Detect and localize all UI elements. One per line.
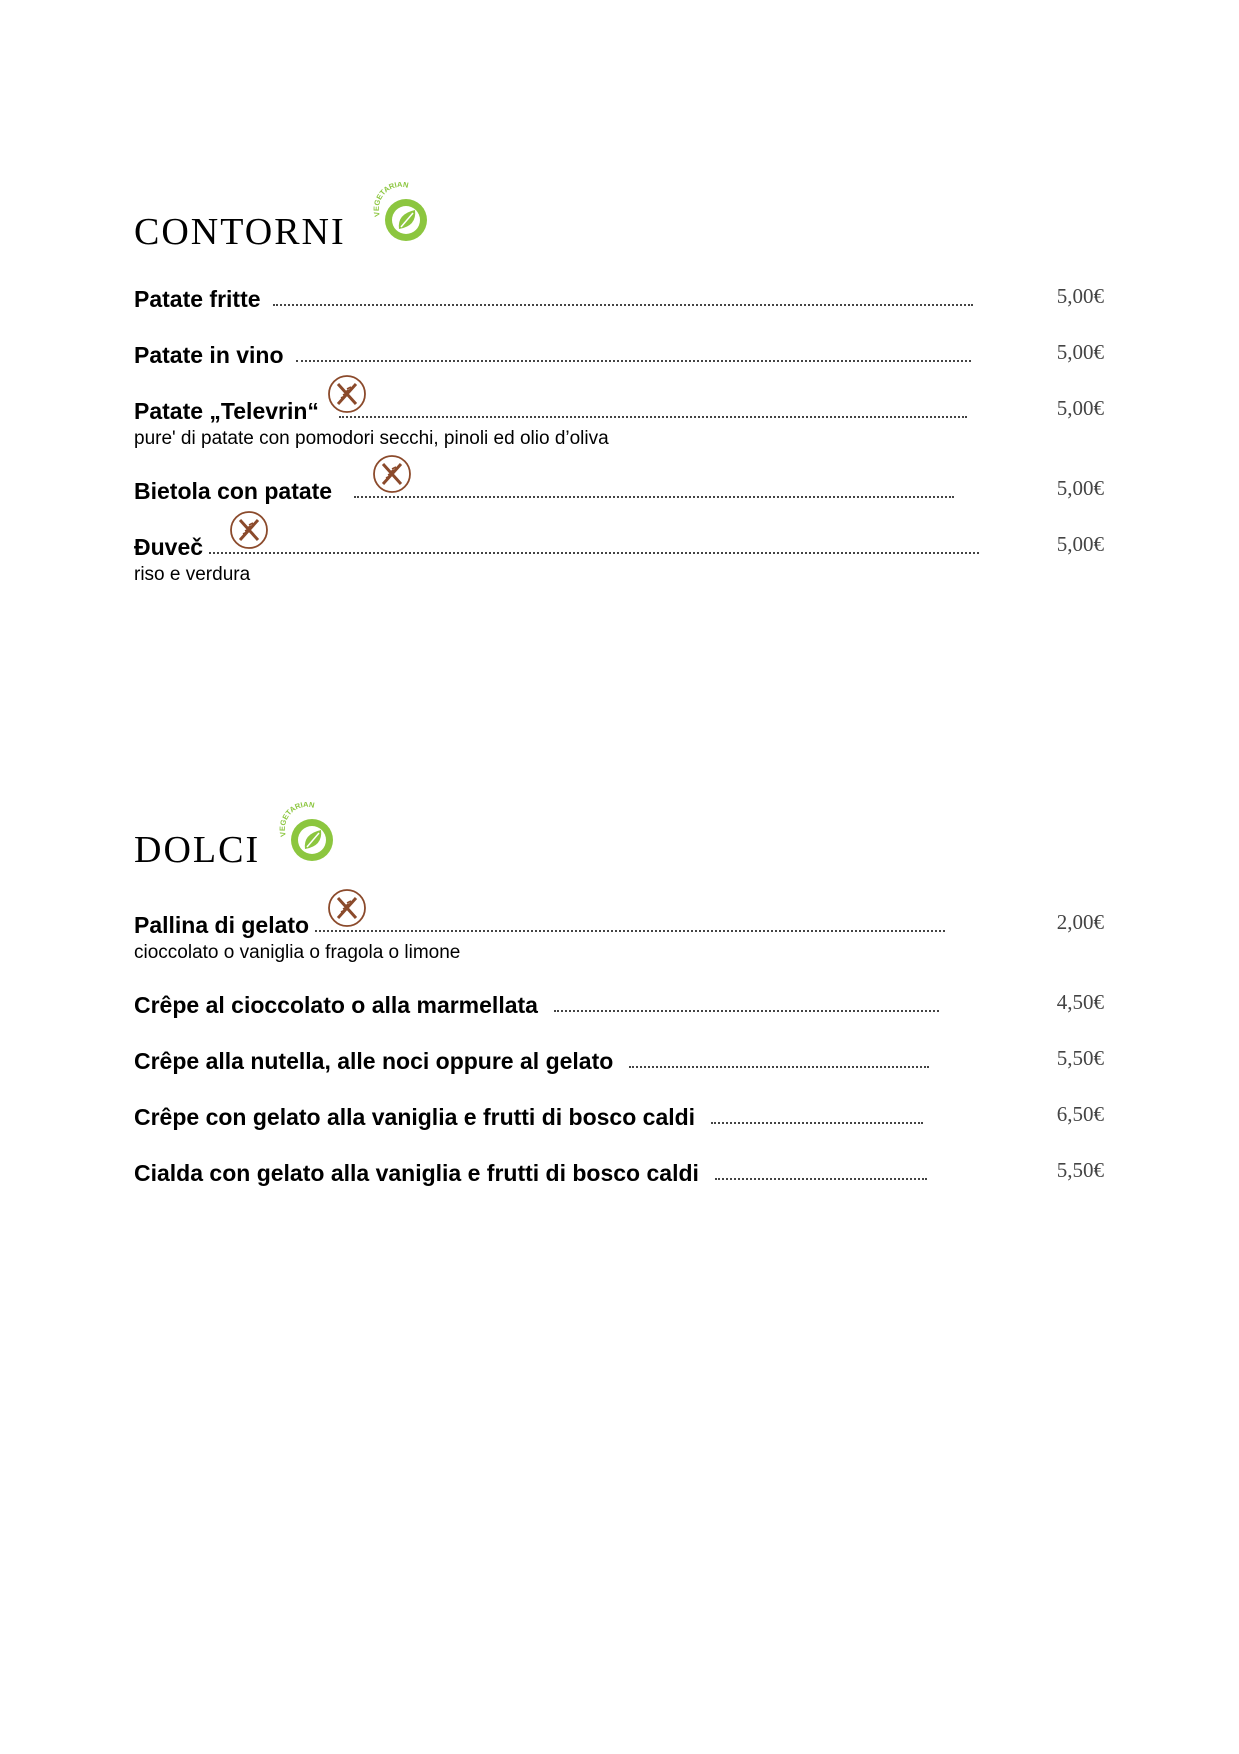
menu-item <box>134 338 1104 368</box>
dot-leader <box>715 1178 927 1180</box>
item-name: Patate fritte <box>134 286 261 312</box>
item-price: 6,50€ <box>1056 1102 1104 1126</box>
dot-leader <box>554 1010 939 1012</box>
section-title: DOLCI <box>134 829 261 871</box>
item-name: Crêpe al cioccolato o alla marmellata <box>134 992 538 1018</box>
section-header <box>134 182 1104 260</box>
section-title: CONTORNI <box>134 211 346 253</box>
dot-leader <box>273 304 973 306</box>
menu-item <box>134 1156 1104 1186</box>
dot-leader <box>209 552 979 554</box>
item-price: 4,50€ <box>1056 990 1104 1014</box>
item-name: Đuveč <box>134 534 204 560</box>
item-name: Patate „Televrin“ <box>134 398 319 424</box>
item-price: 5,50€ <box>1056 1046 1104 1070</box>
menu-item <box>134 1100 1104 1130</box>
item-price: 5,00€ <box>1056 476 1104 500</box>
item-description: pure' di patate con pomodori secchi, pinoli ed olio d’oliva <box>134 428 609 449</box>
item-price: 5,00€ <box>1056 532 1104 556</box>
item-price: 5,50€ <box>1056 1158 1104 1182</box>
menu-item <box>134 988 1104 1018</box>
item-price: 5,00€ <box>1056 396 1104 420</box>
gluten-free-icon <box>372 454 412 494</box>
menu-item <box>134 1044 1104 1074</box>
section-dolci <box>134 802 1104 1186</box>
gluten-free-icon <box>327 374 367 414</box>
dot-leader <box>711 1122 923 1124</box>
item-price: 5,00€ <box>1056 284 1104 308</box>
badge-text: VEGETARIAN <box>371 182 410 218</box>
vegetarian-leaf-icon <box>276 802 338 864</box>
section-header <box>134 802 1104 878</box>
dot-leader <box>296 360 971 362</box>
dot-leader <box>339 416 967 418</box>
menu-item <box>134 394 1104 450</box>
item-name: Patate in vino <box>134 342 284 368</box>
menu-item <box>134 908 1104 964</box>
dot-leader <box>629 1066 929 1068</box>
menu-item <box>134 530 1104 586</box>
vegetarian-leaf-icon <box>370 182 432 244</box>
dot-leader <box>354 496 954 498</box>
item-name: Crêpe con gelato alla vaniglia e frutti di bosco caldi <box>134 1104 696 1130</box>
item-price: 2,00€ <box>1056 910 1104 934</box>
badge-text: VEGETARIAN <box>277 802 316 838</box>
item-description: riso e verdura <box>134 564 251 585</box>
item-name: Crêpe alla nutella, alle noci oppure al gelato <box>134 1048 614 1074</box>
gluten-free-icon <box>327 888 367 928</box>
gluten-free-icon <box>229 510 269 550</box>
item-name: Cialda con gelato alla vaniglia e frutti di bosco caldi <box>134 1160 699 1186</box>
item-name: Pallina di gelato <box>134 912 310 938</box>
item-description: cioccolato o vaniglia o fragola o limone <box>134 942 461 963</box>
menu-item <box>134 282 1104 312</box>
item-name: Bietola con patate <box>134 478 333 504</box>
item-price: 5,00€ <box>1056 340 1104 364</box>
menu-item <box>134 474 1104 504</box>
dot-leader <box>315 930 945 932</box>
section-contorni <box>134 182 1104 586</box>
